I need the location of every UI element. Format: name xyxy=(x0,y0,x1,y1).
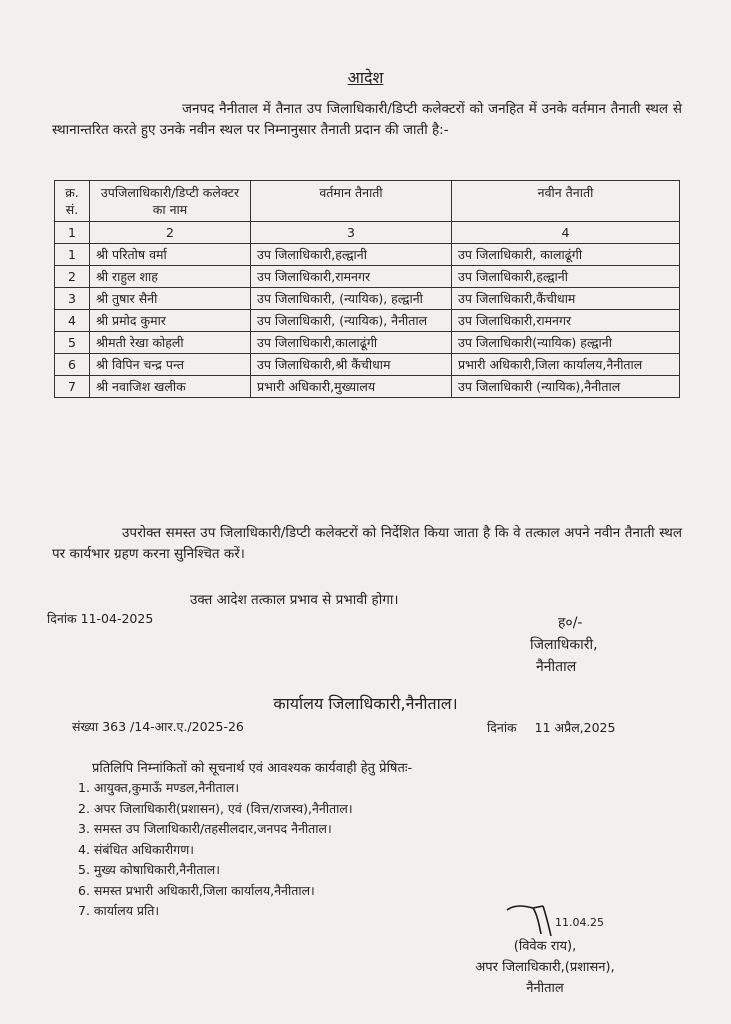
header-new-posting: नवीन तैनाती xyxy=(452,181,680,222)
table-number-row xyxy=(55,222,680,244)
table-row xyxy=(55,288,680,310)
reference-number: संख्या 363 /14-आर.ए./2025-26 xyxy=(72,719,244,734)
header-current-posting: वर्तमान तैनाती xyxy=(251,181,452,222)
adm-signature-block xyxy=(450,936,640,999)
row-current-posting: उप जिलाधिकारी,श्री कैंचीधाम xyxy=(251,354,452,376)
list-item: 2. अपर जिलाधिकारी(प्रशासन), एवं (वित्त/राजस्व),नैनीताल। xyxy=(78,800,353,816)
row-serial: 3 xyxy=(55,288,90,310)
row-name: श्री नवाजिश खलीक xyxy=(90,376,251,398)
row-name: श्री तुषार सैनी xyxy=(90,288,251,310)
row-current-posting: उप जिलाधिकारी,रामनगर xyxy=(251,266,452,288)
transfer-table xyxy=(54,180,680,398)
table-row xyxy=(55,310,680,332)
order-title: आदेश xyxy=(347,68,384,87)
office-heading: कार्यालय जिलाधिकारी,नैनीताल। xyxy=(273,694,458,713)
signatory-place: नैनीताल xyxy=(536,659,577,675)
signatory-designation: जिलाधिकारी, xyxy=(530,637,598,653)
row-new-posting: उप जिलाधिकारी, कालाढूंगी xyxy=(452,244,680,266)
list-item: 7. कार्यालय प्रति। xyxy=(78,903,160,918)
column-number: 4 xyxy=(452,222,680,244)
row-current-posting: उप जिलाधिकारी, (न्यायिक), हल्द्वानी xyxy=(251,288,452,310)
effect-statement: उक्त आदेश तत्काल प्रभाव से प्रभावी होगा। xyxy=(190,592,399,608)
row-new-posting: उप जिलाधिकारी,कैंचीधाम xyxy=(452,288,680,310)
row-new-posting: उप जिलाधिकारी,रामनगर xyxy=(452,310,680,332)
row-serial: 7 xyxy=(55,376,90,398)
row-new-posting: उप जिलाधिकारी (न्यायिक),नैनीताल xyxy=(452,376,680,398)
table-row xyxy=(55,244,680,266)
list-item: 6. समस्त प्रभारी अधिकारी,जिला कार्यालय,नैनीताल। xyxy=(78,882,315,898)
order-date: दिनांक 11-04-2025 xyxy=(47,611,154,626)
row-name: श्री प्रमोद कुमार xyxy=(90,310,251,332)
copy-date-value: 11 अप्रैल,2025 xyxy=(534,720,616,735)
handwritten-signature xyxy=(503,900,613,940)
table-row xyxy=(55,376,680,398)
table-row xyxy=(55,354,680,376)
list-item: 4. संबंधित अधिकारीगण। xyxy=(78,841,194,857)
row-serial: 1 xyxy=(55,244,90,266)
table-row xyxy=(55,266,680,288)
dm-signature-block xyxy=(530,612,598,678)
row-serial: 2 xyxy=(55,266,90,288)
row-name: श्री विपिन चन्द्र पन्त xyxy=(90,354,251,376)
row-serial: 5 xyxy=(55,332,90,354)
column-number: 2 xyxy=(90,222,251,244)
row-serial: 6 xyxy=(55,354,90,376)
column-number: 3 xyxy=(251,222,452,244)
column-number: 1 xyxy=(55,222,90,244)
intro-paragraph: जनपद नैनीताल में तैनात उप जिलाधिकारी/डिप्टी कलेक्टरों को जनहित में उनके वर्तमान तैनाती स्थल से स्थानान्तरित करते हुए उनके नवीन स्थल पर निम्नानुसार तैनाती प्रदान की जाती है:- xyxy=(52,101,682,138)
row-name: श्रीमती रेखा कोहली xyxy=(90,332,251,354)
row-current-posting: प्रभारी अधिकारी,मुख्यालय xyxy=(251,376,452,398)
signatory-name: (विवेक राय), xyxy=(513,939,577,954)
copy-date-label: दिनांक xyxy=(487,720,517,735)
row-name: श्री परितोष वर्मा xyxy=(90,244,251,266)
row-new-posting: उप जिलाधिकारी(न्यायिक) हल्द्वानी xyxy=(452,332,680,354)
row-serial: 4 xyxy=(55,310,90,332)
copy-date xyxy=(487,719,615,736)
list-item: 3. समस्त उप जिलाधिकारी/तहसीलदार,जनपद नैनीताल। xyxy=(78,821,332,836)
signatory-place: नैनीताल xyxy=(526,981,564,996)
signatory-designation: अपर जिलाधिकारी,(प्रशासन), xyxy=(475,960,615,975)
row-new-posting: उप जिलाधिकारी,हल्द्वानी xyxy=(452,266,680,288)
row-current-posting: उप जिलाधिकारी,हल्द्वानी xyxy=(251,244,452,266)
signature-date: 11.04.25 xyxy=(555,916,604,929)
signed-mark: ह०/- xyxy=(558,615,583,631)
list-item: 5. मुख्य कोषाधिकारी,नैनीताल। xyxy=(78,862,220,877)
row-name: श्री राहुल शाह xyxy=(90,266,251,288)
row-current-posting: उप जिलाधिकारी,कालाढूंगी xyxy=(251,332,452,354)
directive-paragraph: उपरोक्त समस्त उप जिलाधिकारी/डिप्टी कलेक्टरों को निर्देशित किया जाता है कि वे तत्काल अपने नवीन तैनाती स्थल पर कार्यभार ग्रहण करना सुनिश्चित करें। xyxy=(52,525,682,562)
table-row xyxy=(55,332,680,354)
row-new-posting: प्रभारी अधिकारी,जिला कार्यालय,नैनीताल xyxy=(452,354,680,376)
table-header-row xyxy=(55,181,680,222)
row-current-posting: उप जिलाधिकारी, (न्यायिक), नैनीताल xyxy=(251,310,452,332)
copy-recipients-list xyxy=(78,778,353,922)
header-serial: क्र. सं. xyxy=(55,181,90,222)
list-item: 1. आयुक्त,कुमाऊँ मण्डल,नैनीताल। xyxy=(78,780,240,795)
header-name: उपजिलाधिकारी/डिप्टी कलेक्टर का नाम xyxy=(90,181,251,222)
copy-lead: प्रतिलिपि निम्नांकितों को सूचनार्थ एवं आवश्यक कार्यवाही हेतु प्रेषितः- xyxy=(92,761,413,776)
